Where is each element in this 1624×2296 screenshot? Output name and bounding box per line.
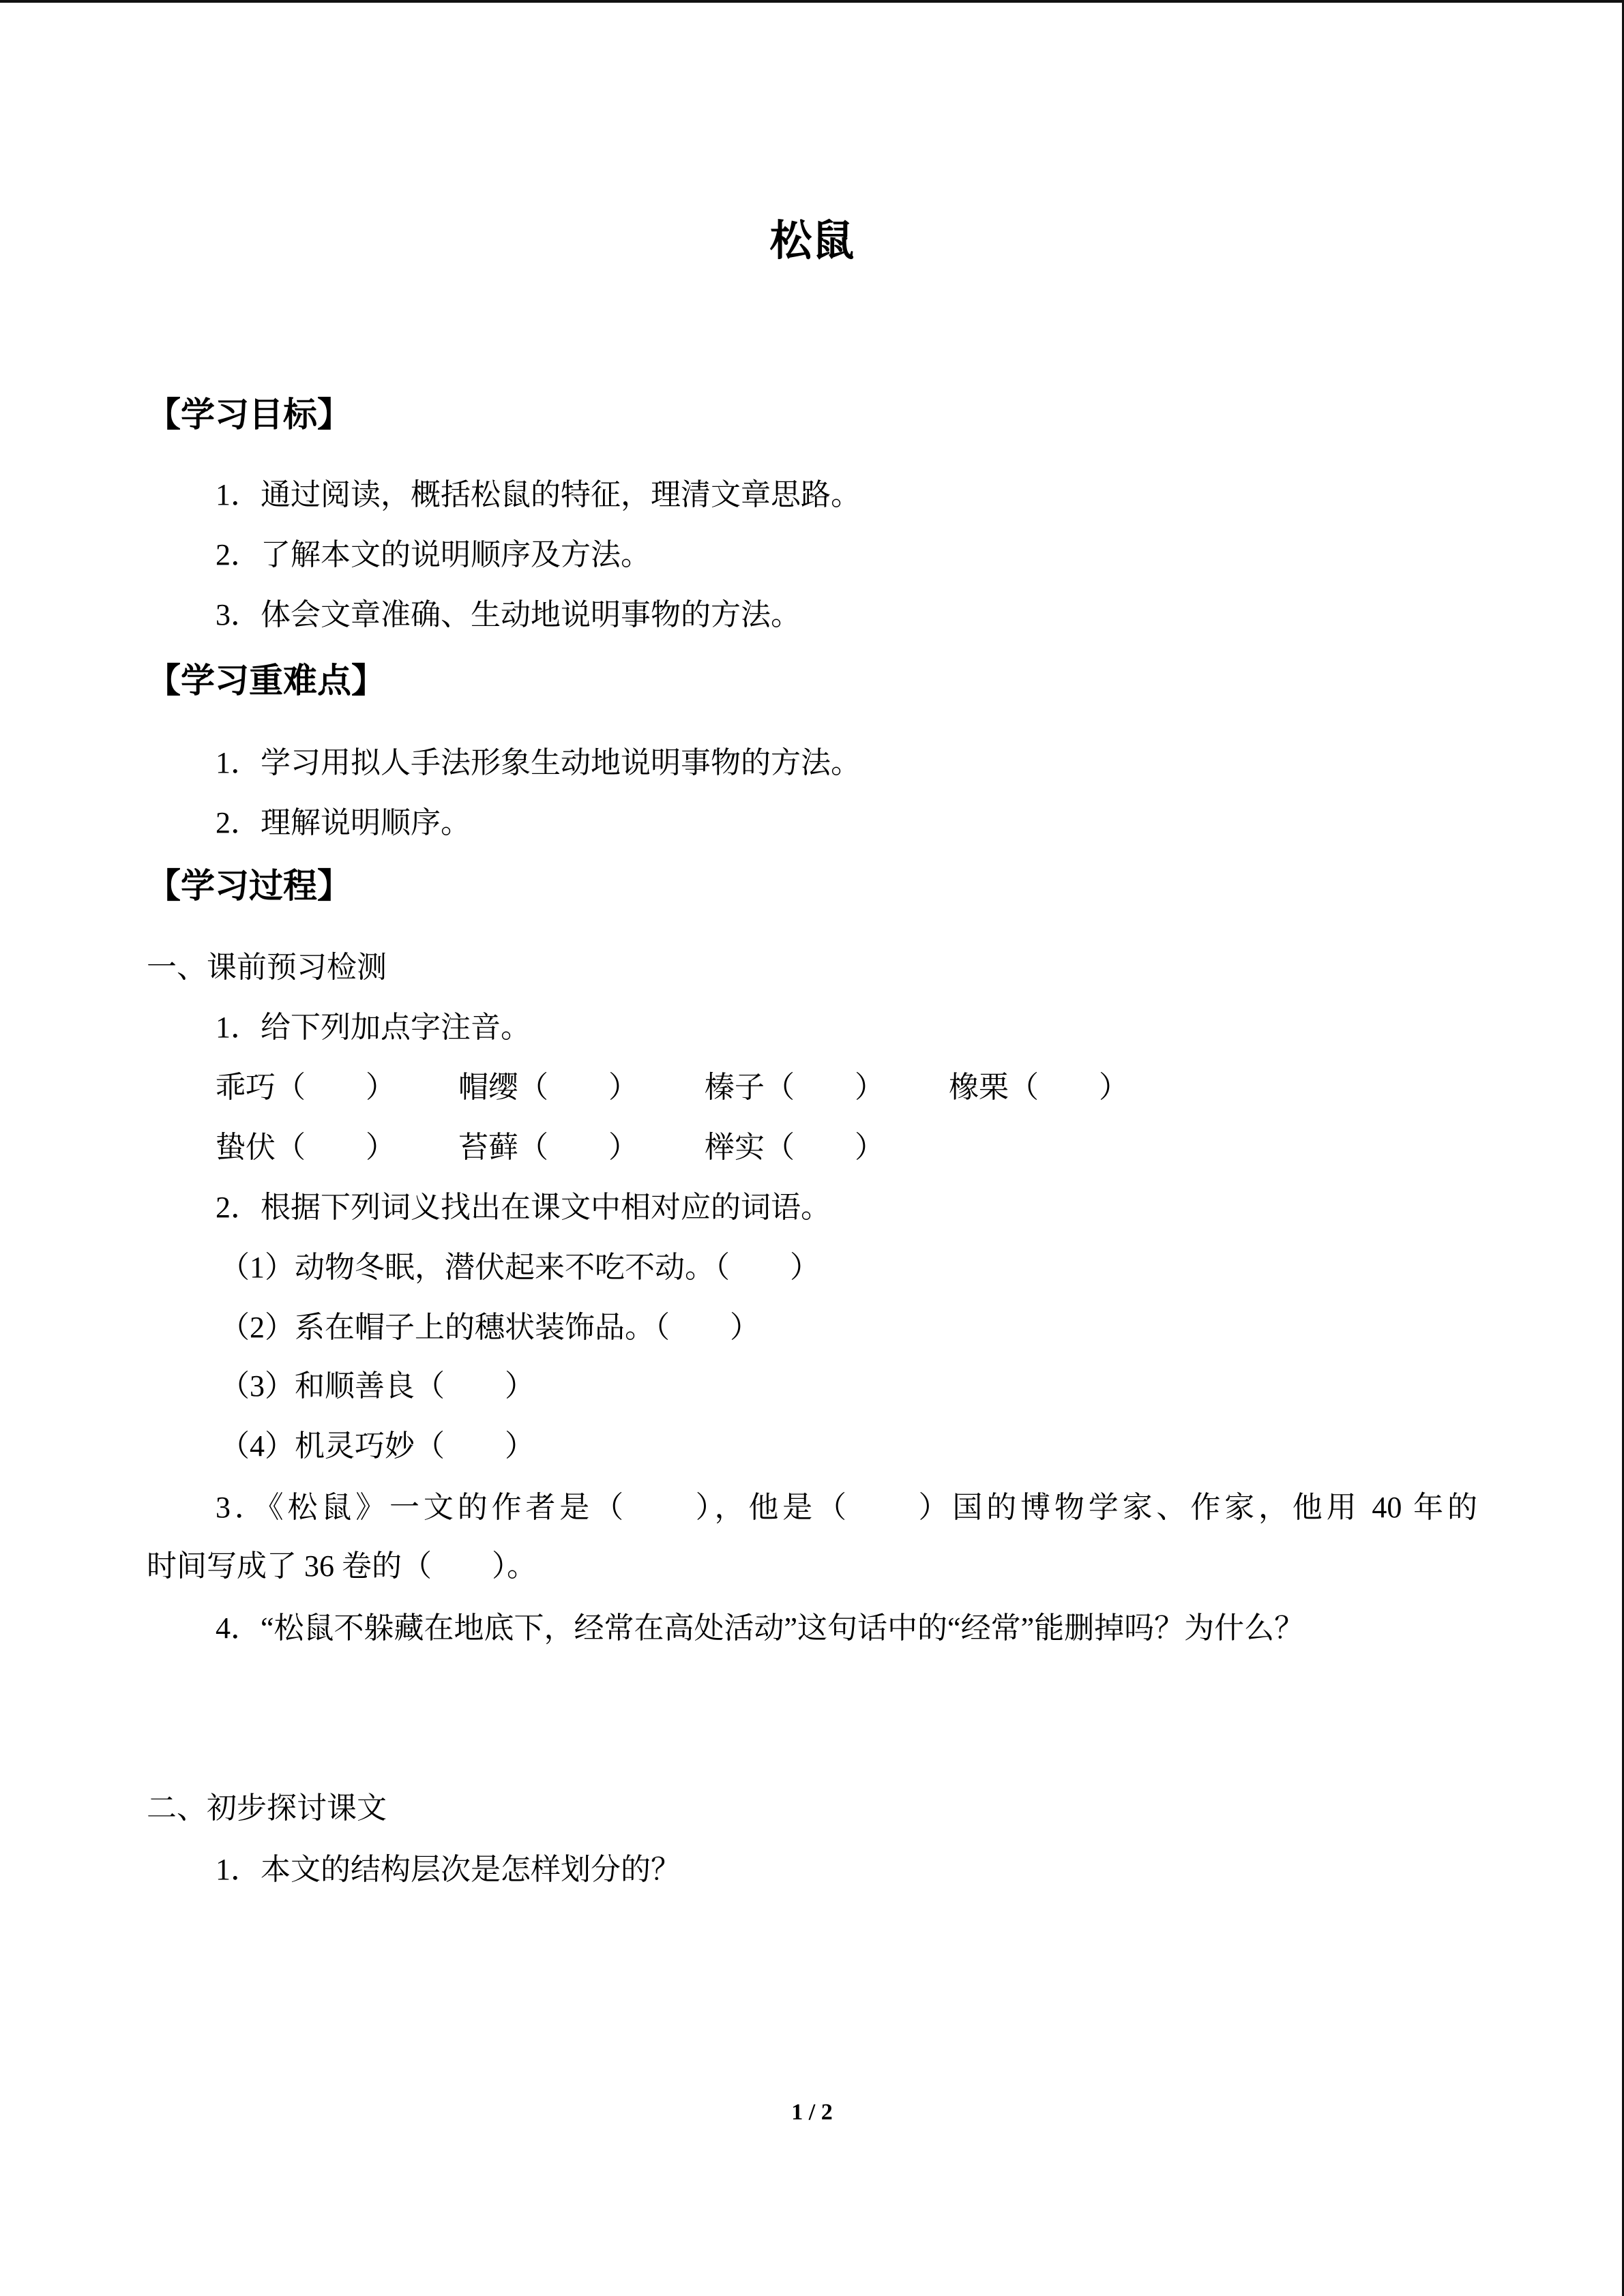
answer-blank[interactable]: （ ）	[276, 1071, 396, 1104]
q1-prompt: 1．给下列加点字注音。	[216, 1011, 531, 1044]
word: 帽缨	[458, 1071, 518, 1104]
q2-item-3: （3）和顺善良（ ）	[220, 1369, 535, 1403]
q3-line-1: 3．《松鼠》一文的作者是（ ），他是（ ）国的博物学家、作家，他用 40 年的	[216, 1491, 1477, 1524]
answer-blank[interactable]: （ ）	[1009, 1071, 1129, 1104]
key-point-item-2: 2．理解说明顺序。	[216, 806, 471, 839]
pinyin-item	[705, 1070, 885, 1105]
answer-blank[interactable]: （ ）	[765, 1131, 885, 1164]
key-point-item-1: 1．学习用拟人手法形象生动地说明事物的方法。	[216, 746, 861, 779]
pinyin-item	[458, 1130, 638, 1165]
goal-item-2: 2．了解本文的说明顺序及方法。	[216, 538, 651, 571]
pinyin-item	[705, 1130, 885, 1165]
q3-line-2: 时间写成了 36 卷的（ ）。	[147, 1549, 537, 1583]
part1-title: 一、课前预习检测	[147, 951, 387, 984]
goal-item-3: 3．体会文章准确、生动地说明事物的方法。	[216, 598, 801, 631]
answer-blank[interactable]: （ ）	[276, 1131, 396, 1164]
document-title: 松鼠	[769, 215, 855, 265]
word: 乖巧	[216, 1071, 276, 1104]
heading-key-points: 【学习重难点】	[147, 661, 385, 700]
answer-blank[interactable]: （ ）	[518, 1071, 638, 1104]
q2-item-2: （2）系在帽子上的穗状装饰品。（ ）	[220, 1311, 760, 1344]
q4-text: 4．“松鼠不躲藏在地底下，经常在高处活动”这句话中的“经常”能删掉吗？为什么？	[216, 1611, 1305, 1645]
pinyin-item	[216, 1070, 396, 1105]
q2-item-4: （4）机灵巧妙（ ）	[220, 1429, 535, 1463]
page-indicator: 1 / 2	[791, 2100, 833, 2125]
answer-blank[interactable]: （ ）	[518, 1131, 638, 1164]
part2-title: 二、初步探讨课文	[147, 1791, 387, 1825]
q2-item-1: （1）动物冬眠，潜伏起来不吃不动。（ ）	[220, 1251, 820, 1284]
answer-blank[interactable]: （ ）	[765, 1071, 885, 1104]
pinyin-item	[949, 1070, 1129, 1105]
part2-q1: 1．本文的结构层次是怎样划分的？	[216, 1853, 681, 1886]
pinyin-row-1	[0, 1070, 1624, 1105]
pinyin-item	[458, 1070, 638, 1105]
page-top-border	[0, 0, 1624, 3]
word: 橡栗	[949, 1071, 1009, 1104]
heading-learning-process: 【学习过程】	[147, 866, 351, 906]
pinyin-item	[216, 1130, 396, 1165]
word: 榉实	[705, 1131, 765, 1164]
q2-prompt: 2．根据下列词义找出在课文中相对应的词语。	[216, 1191, 831, 1224]
heading-learning-goals: 【学习目标】	[147, 395, 351, 434]
goal-item-1: 1．通过阅读，概括松鼠的特征，理清文章思路。	[216, 478, 861, 511]
word: 苔藓	[458, 1131, 518, 1164]
word: 蛰伏	[216, 1131, 276, 1164]
pinyin-row-2	[0, 1130, 1624, 1165]
word: 榛子	[705, 1071, 765, 1104]
